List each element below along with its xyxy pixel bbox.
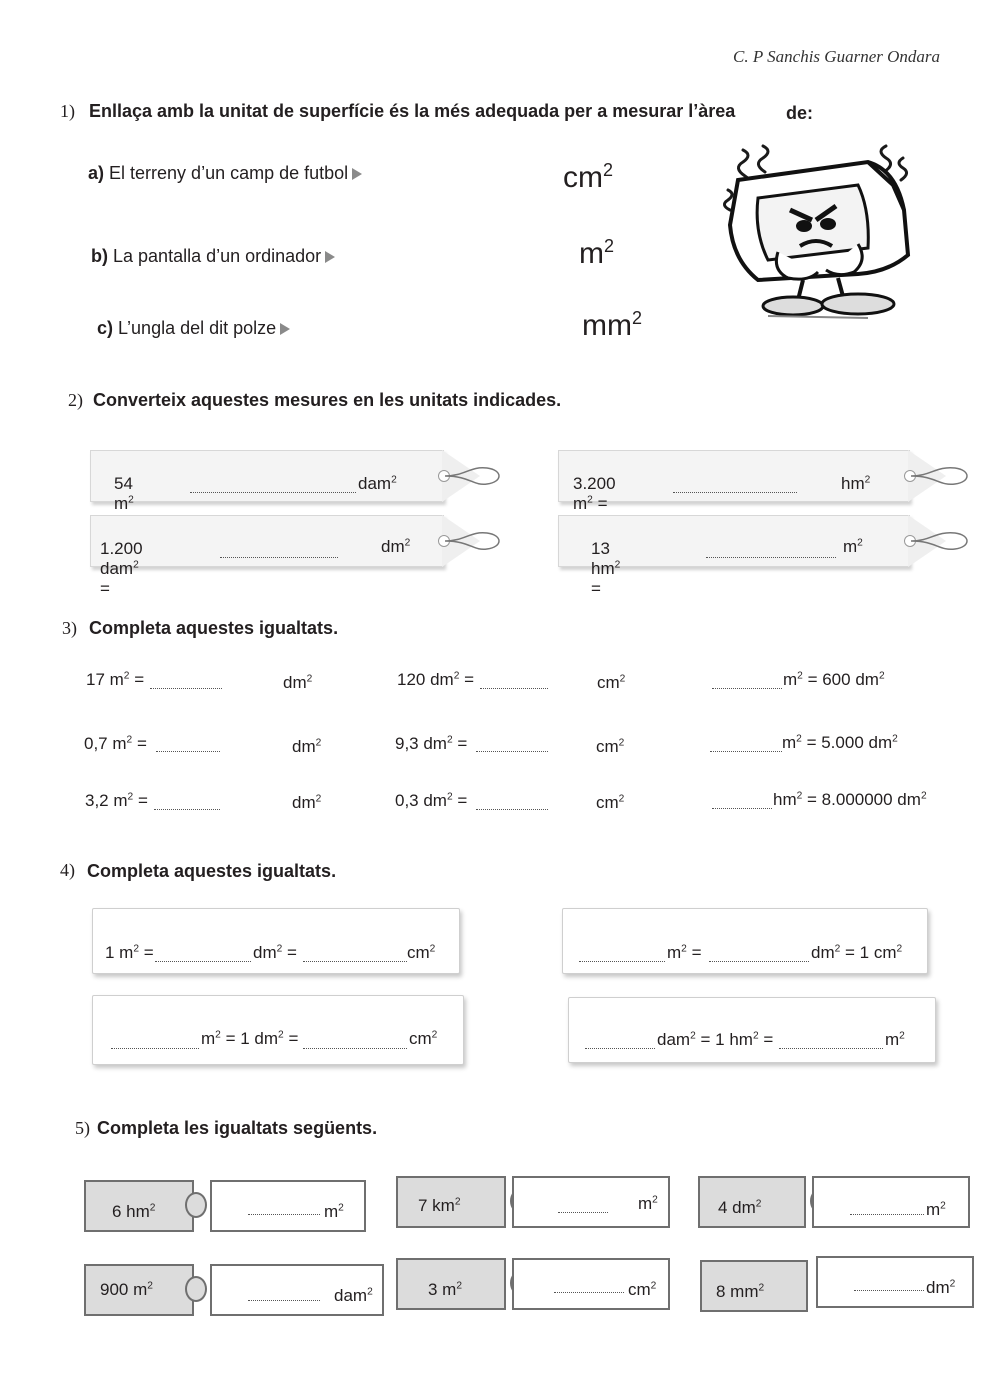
q3-unit: $dm^2$ <box>283 673 313 692</box>
answer-blank[interactable] <box>154 793 220 810</box>
puzzle-piece-answer: $dm^2$ <box>816 1256 974 1308</box>
school-name: C. P Sanchis Guarner Ondara <box>733 47 940 66</box>
q3-equation: 9,3 $dm^2$ = <box>395 734 468 753</box>
q1-item-text: El terreny d’un camp de futbol <box>109 163 349 183</box>
q1-item-text: L’ungla del dit polze <box>118 318 277 338</box>
answer-blank[interactable] <box>779 1048 883 1049</box>
q1-item-letter: a) <box>88 163 105 183</box>
q3-unit: $dm^2$ <box>292 793 322 812</box>
q3-equation: 120 $dm^2$ = <box>397 670 475 689</box>
answer-blank[interactable] <box>850 1214 924 1215</box>
q3-equation: 17 $m^2$ = <box>86 670 145 689</box>
q3-unit: $cm^2$ <box>596 737 625 756</box>
play-arrow-icon[interactable] <box>280 323 290 335</box>
answer-blank[interactable] <box>303 961 407 962</box>
answer-blank[interactable] <box>111 1048 199 1049</box>
q3-equation: 0,3 $dm^2$ = <box>395 791 468 810</box>
q5-title: Completa les igualtats següents. <box>97 1118 378 1138</box>
answer-blank[interactable] <box>190 492 356 493</box>
q2-title: Converteix aquestes mesures en les unitats indicades. <box>93 390 562 410</box>
q1-item-letter: b) <box>91 246 108 266</box>
answer-blank[interactable] <box>712 672 782 689</box>
answer-blank[interactable] <box>706 557 836 558</box>
q3-equation: $hm^2 = 8.000000$ $dm^2$ <box>773 790 927 809</box>
string-loop-icon <box>445 529 505 553</box>
answer-blank[interactable] <box>155 961 251 962</box>
answer-blank[interactable] <box>476 735 548 752</box>
q4-title: Completa aquestes igualtats. <box>87 861 337 881</box>
string-loop-icon <box>445 464 505 488</box>
answer-blank[interactable] <box>248 1300 320 1301</box>
string-loop-icon <box>911 529 973 553</box>
answer-blank[interactable] <box>248 1214 320 1215</box>
answer-blank[interactable] <box>579 961 665 962</box>
answer-blank[interactable] <box>554 1292 624 1293</box>
unit-option-cm2[interactable]: $cm^2$ <box>563 160 614 194</box>
q3-unit: $dm^2$ <box>292 737 322 756</box>
q3-number: 3) <box>62 618 77 638</box>
puzzle-knob <box>185 1192 207 1218</box>
puzzle-piece-given: 4 $dm^2$ <box>698 1176 806 1228</box>
angry-computer-illustration <box>718 140 918 325</box>
q1-item-b <box>91 246 335 267</box>
torn-paper: dam$^2$ = 1 $hm^2$ = $m^2$ <box>568 997 936 1063</box>
answer-blank[interactable] <box>712 792 772 809</box>
answer-blank[interactable] <box>480 672 548 689</box>
answer-blank[interactable] <box>585 1048 655 1049</box>
q1-number: 1) <box>60 101 75 121</box>
puzzle-piece-answer: $m^2$ <box>512 1176 670 1228</box>
puzzle-piece-given: 7 $km^2$ <box>396 1176 506 1228</box>
answer-blank[interactable] <box>476 793 548 810</box>
puzzle-piece-given: 6 $hm^2$ <box>84 1180 194 1232</box>
q3-title: Completa aquestes igualtats. <box>89 618 339 638</box>
q3-equation: 3,2 $m^2$ = <box>85 791 148 810</box>
string-loop-icon <box>911 464 973 488</box>
q2-number: 2) <box>68 390 83 410</box>
puzzle-piece-answer: dam$^2$ <box>210 1264 384 1316</box>
q1-item-text: La pantalla d’un ordinador <box>113 246 322 266</box>
puzzle-piece-given: 8 $mm^2$ <box>700 1260 808 1312</box>
puzzle-piece-answer: $cm^2$ <box>512 1258 670 1310</box>
q1-item-c <box>97 318 290 339</box>
answer-blank[interactable] <box>558 1212 608 1213</box>
torn-paper: 1 $m^2$ = $dm^2$ = $cm^2$ <box>92 908 460 974</box>
puzzle-piece-given: 3 $m^2$ <box>396 1258 506 1310</box>
unit-option-mm2[interactable]: $mm^2$ <box>582 308 642 342</box>
answer-blank[interactable] <box>673 492 797 493</box>
q5-number: 5) <box>75 1118 90 1138</box>
q3-equation: $m^2 = 5.000$ $dm^2$ <box>782 733 898 752</box>
q3-unit: $cm^2$ <box>596 793 625 812</box>
answer-blank[interactable] <box>709 961 809 962</box>
answer-blank[interactable] <box>710 735 782 752</box>
q3-equation: 0,7 $m^2$ = <box>84 734 147 753</box>
q3-equation: $m^2 = 600$ $dm^2$ <box>783 670 885 689</box>
q1-item-a <box>88 163 362 184</box>
q1-item-letter: c) <box>97 318 114 338</box>
torn-paper: $m^2$ = $dm^2 = 1$ $cm^2$ <box>562 908 928 974</box>
q1-title: Enllaça amb la unitat de superfície és la més adequada per a mesurar l’àrea <box>89 101 736 121</box>
puzzle-piece-answer: $m^2$ <box>210 1180 366 1232</box>
answer-blank[interactable] <box>220 557 338 558</box>
answer-blank[interactable] <box>303 1048 407 1049</box>
q4-number: 4) <box>60 860 75 880</box>
unit-option-m2[interactable]: $m^2$ <box>579 236 615 270</box>
torn-paper: $m^2 = 1$ $dm^2$ = $cm^2$ <box>92 995 464 1065</box>
play-arrow-icon[interactable] <box>352 168 362 180</box>
answer-blank[interactable] <box>150 672 222 689</box>
puzzle-knob <box>185 1276 207 1302</box>
puzzle-piece-answer: $m^2$ <box>812 1176 970 1228</box>
q1-title-end: de: <box>786 103 813 123</box>
puzzle-piece-given: 900 $m^2$ <box>84 1264 194 1316</box>
answer-blank[interactable] <box>854 1290 924 1291</box>
play-arrow-icon[interactable] <box>325 251 335 263</box>
answer-blank[interactable] <box>156 735 220 752</box>
q3-unit: $cm^2$ <box>597 673 626 692</box>
